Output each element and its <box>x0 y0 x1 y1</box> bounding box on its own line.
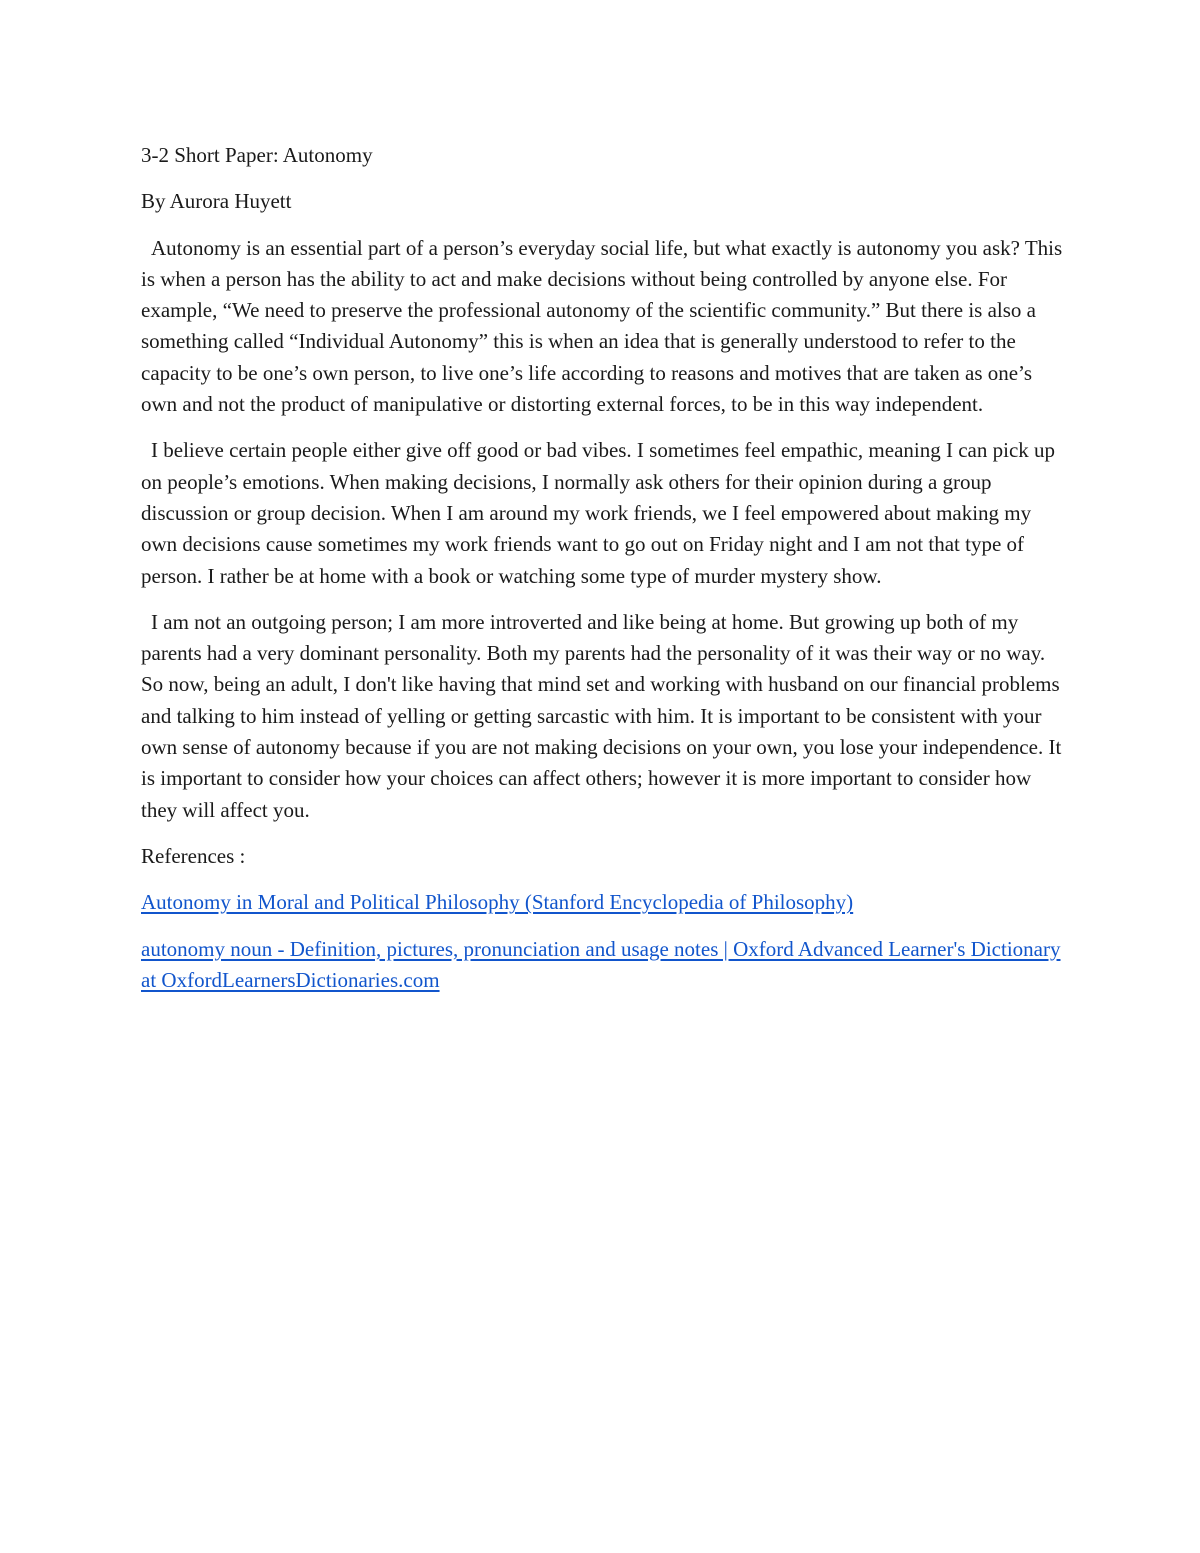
references-heading: References : <box>141 843 246 868</box>
reference-link-stanford[interactable]: Autonomy in Moral and Political Philosophy (Stanford Encyclopedia of Philosophy) <box>141 890 854 915</box>
author-line: By Aurora Huyett <box>141 189 292 214</box>
paragraph-2: I believe certain people either give off good or bad vibes. I sometimes feel empathic, meaning I can pick up on people’s emotions. When making decisions, I normally ask others for their opinion during a group discussion or group decision. When I am around my work friends, we I feel empowered about making my own decisions cause sometimes my work friends want to go out on Friday night and I am not that type of person. I rather be at home with a book or watching some type of murder mystery show. <box>141 438 1056 588</box>
paragraph-1: Autonomy is an essential part of a person’s everyday social life, but what exactly is autonomy you ask? This is when a person has the ability to act and make decisions without being controlled by anyone else. For example, “We need to preserve the professional autonomy of the scientific community.” But there is also a something called “Individual Autonomy” this is when an idea that is generally understood to refer to the capacity to be one’s own person, to live one’s life according to reasons and motives that are taken as one’s own and not the product of manipulative or distorting external forces, to be in this way independent. <box>141 235 1063 417</box>
document-body <box>141 140 1066 1011</box>
paragraph-3: I am not an outgoing person; I am more introverted and like being at home. But growing up both of my parents had a very dominant personality. Both my parents had the personality of it was their way or no way. So now, being an adult, I don't like having that mind set and working with husband on our financial problems and talking to him instead of yelling or getting sarcastic with him. It is important to be consistent with your own sense of autonomy because if you are not making decisions on your own, you lose your independence. It is important to consider how your choices can affect others; however it is more important to consider how they will affect you. <box>141 609 1062 822</box>
reference-link-oxford[interactable]: autonomy noun - Definition, pictures, pronunciation and usage notes | Oxford Advanced Learner's Dictionary at OxfordLearnersDictionaries.com <box>141 936 1061 992</box>
paper-title: 3-2 Short Paper: Autonomy <box>141 143 373 167</box>
